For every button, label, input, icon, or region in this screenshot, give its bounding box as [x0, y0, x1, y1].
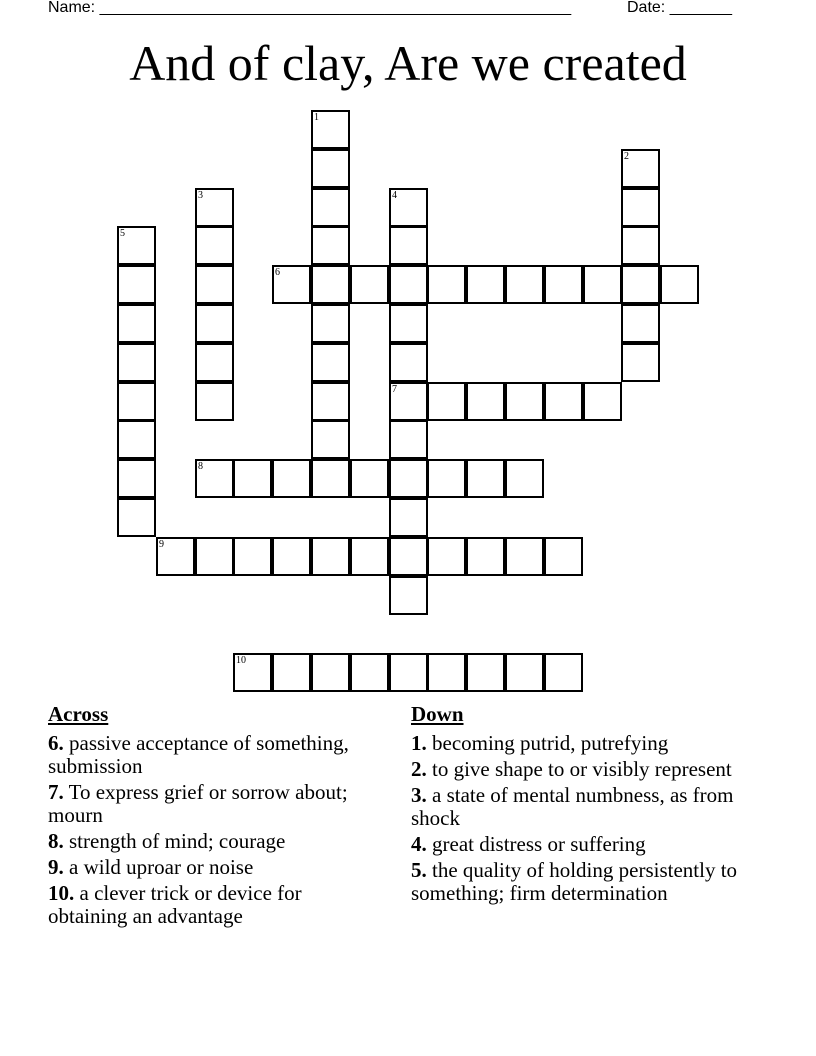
grid-cell[interactable] — [389, 188, 428, 227]
grid-cell[interactable] — [117, 304, 156, 343]
grid-cell[interactable] — [389, 382, 428, 421]
date-label: Date: _______ — [627, 0, 732, 16]
across-heading: Across — [48, 702, 109, 726]
grid-cell[interactable] — [311, 188, 350, 227]
grid-cell[interactable] — [311, 653, 350, 692]
grid-cell[interactable] — [117, 226, 156, 265]
grid-cell[interactable] — [621, 226, 660, 265]
grid-cell[interactable] — [350, 459, 389, 498]
across-clues — [48, 703, 368, 931]
clue-text: To express grief or sorrow about; mourn — [48, 780, 348, 827]
clue-number-label: 6 — [275, 267, 280, 278]
grid-cell[interactable] — [233, 537, 272, 576]
clue-number: 10. — [48, 881, 75, 905]
grid-cell[interactable] — [389, 576, 428, 615]
grid-cell[interactable] — [311, 110, 350, 149]
clue-across-6 — [48, 732, 368, 778]
grid-cell[interactable] — [195, 382, 234, 421]
grid-cell[interactable] — [427, 459, 466, 498]
clue-text: to give shape to or visibly represent — [426, 757, 732, 781]
grid-cell[interactable] — [583, 382, 622, 421]
grid-cell[interactable] — [195, 537, 234, 576]
grid-cell[interactable] — [311, 149, 350, 188]
grid-cell[interactable] — [466, 382, 505, 421]
grid-cell[interactable] — [660, 265, 699, 304]
clue-number: 8. — [48, 829, 64, 853]
grid-cell[interactable] — [117, 459, 156, 498]
clue-number-label: 5 — [120, 228, 125, 239]
clue-down-5 — [411, 859, 741, 905]
grid-cell[interactable] — [195, 459, 234, 498]
grid-cell[interactable] — [233, 653, 272, 692]
grid-cell[interactable] — [350, 265, 389, 304]
grid-cell[interactable] — [156, 537, 195, 576]
down-clues — [411, 703, 741, 908]
grid-cell[interactable] — [389, 304, 428, 343]
grid-cell[interactable] — [389, 653, 428, 692]
clue-number-label: 10 — [236, 655, 246, 666]
grid-cell[interactable] — [389, 226, 428, 265]
grid-cell[interactable] — [117, 265, 156, 304]
clue-number: 9. — [48, 855, 64, 879]
grid-cell[interactable] — [427, 382, 466, 421]
grid-cell[interactable] — [505, 459, 544, 498]
clue-number-label: 1 — [314, 112, 319, 123]
grid-cell[interactable] — [117, 382, 156, 421]
grid-cell[interactable] — [505, 653, 544, 692]
grid-cell[interactable] — [272, 459, 311, 498]
grid-cell[interactable] — [621, 265, 660, 304]
grid-cell[interactable] — [350, 653, 389, 692]
clue-number: 4. — [411, 832, 427, 856]
grid-cell[interactable] — [621, 304, 660, 343]
clue-text: passive acceptance of something, submission — [48, 731, 349, 778]
clue-text: becoming putrid, putrefying — [426, 731, 669, 755]
grid-cell[interactable] — [350, 537, 389, 576]
grid-cell[interactable] — [389, 343, 428, 382]
clue-text: strength of mind; courage — [63, 829, 286, 853]
clue-number-label: 3 — [198, 190, 203, 201]
grid-cell[interactable] — [311, 459, 350, 498]
grid-cell[interactable] — [505, 265, 544, 304]
grid-cell[interactable] — [233, 459, 272, 498]
grid-cell[interactable] — [117, 420, 156, 459]
grid-cell[interactable] — [466, 459, 505, 498]
clue-across-8 — [48, 830, 368, 853]
grid-cell[interactable] — [466, 265, 505, 304]
grid-cell[interactable] — [544, 653, 583, 692]
clue-text: a clever trick or device for obtaining an advantage — [48, 881, 302, 928]
name-label: Name: _____________________________________________________ — [48, 0, 572, 16]
grid-cell[interactable] — [621, 343, 660, 382]
grid-cell[interactable] — [195, 265, 234, 304]
grid-cell[interactable] — [311, 382, 350, 421]
grid-cell[interactable] — [389, 537, 428, 576]
clue-across-9 — [48, 856, 368, 879]
grid-cell[interactable] — [621, 149, 660, 188]
grid-cell[interactable] — [389, 420, 428, 459]
clue-text: great distress or suffering — [426, 832, 646, 856]
grid-cell[interactable] — [427, 537, 466, 576]
grid-cell[interactable] — [505, 537, 544, 576]
clue-text: a wild uproar or noise — [63, 855, 254, 879]
clue-across-7 — [48, 781, 368, 827]
grid-cell[interactable] — [505, 382, 544, 421]
grid-cell[interactable] — [195, 343, 234, 382]
grid-cell[interactable] — [117, 343, 156, 382]
clue-number: 3. — [411, 783, 427, 807]
grid-cell[interactable] — [466, 653, 505, 692]
clue-across-10 — [48, 882, 368, 928]
grid-cell[interactable] — [117, 498, 156, 537]
grid-cell[interactable] — [311, 537, 350, 576]
grid-cell[interactable] — [389, 459, 428, 498]
grid-cell[interactable] — [311, 226, 350, 265]
grid-cell[interactable] — [427, 653, 466, 692]
puzzle-title: And of clay, Are we created — [129, 35, 687, 91]
grid-cell[interactable] — [544, 265, 583, 304]
grid-cell[interactable] — [389, 265, 428, 304]
clue-number-label: 4 — [392, 190, 397, 201]
clue-down-2 — [411, 758, 741, 781]
clue-number: 5. — [411, 858, 427, 882]
grid-cell[interactable] — [544, 382, 583, 421]
clue-number: 7. — [48, 780, 64, 804]
grid-cell[interactable] — [466, 537, 505, 576]
grid-cell[interactable] — [311, 343, 350, 382]
clue-down-1 — [411, 732, 741, 755]
grid-cell[interactable] — [427, 265, 466, 304]
clue-down-4 — [411, 833, 741, 856]
grid-cell[interactable] — [195, 188, 234, 227]
clue-number: 1. — [411, 731, 427, 755]
grid-cell[interactable] — [195, 304, 234, 343]
grid-cell[interactable] — [311, 420, 350, 459]
grid-cell[interactable] — [389, 498, 428, 537]
clue-number-label: 2 — [624, 151, 629, 162]
clue-text: the quality of holding persistently to something; firm determination — [411, 858, 738, 905]
clue-number-label: 8 — [198, 461, 203, 472]
clue-number-label: 7 — [392, 384, 397, 395]
grid-cell[interactable] — [272, 653, 311, 692]
grid-cell[interactable] — [311, 304, 350, 343]
grid-cell[interactable] — [583, 265, 622, 304]
clue-text: a state of mental numbness, as from shock — [411, 783, 734, 830]
clue-number: 6. — [48, 731, 64, 755]
grid-cell[interactable] — [544, 537, 583, 576]
grid-cell[interactable] — [195, 226, 234, 265]
clue-number: 2. — [411, 757, 427, 781]
grid-cell[interactable] — [272, 537, 311, 576]
down-heading: Down — [411, 702, 464, 726]
grid-cell[interactable] — [621, 188, 660, 227]
grid-cell[interactable] — [311, 265, 350, 304]
grid-cell[interactable] — [272, 265, 311, 304]
clue-down-3 — [411, 784, 741, 830]
clue-number-label: 9 — [159, 539, 164, 550]
